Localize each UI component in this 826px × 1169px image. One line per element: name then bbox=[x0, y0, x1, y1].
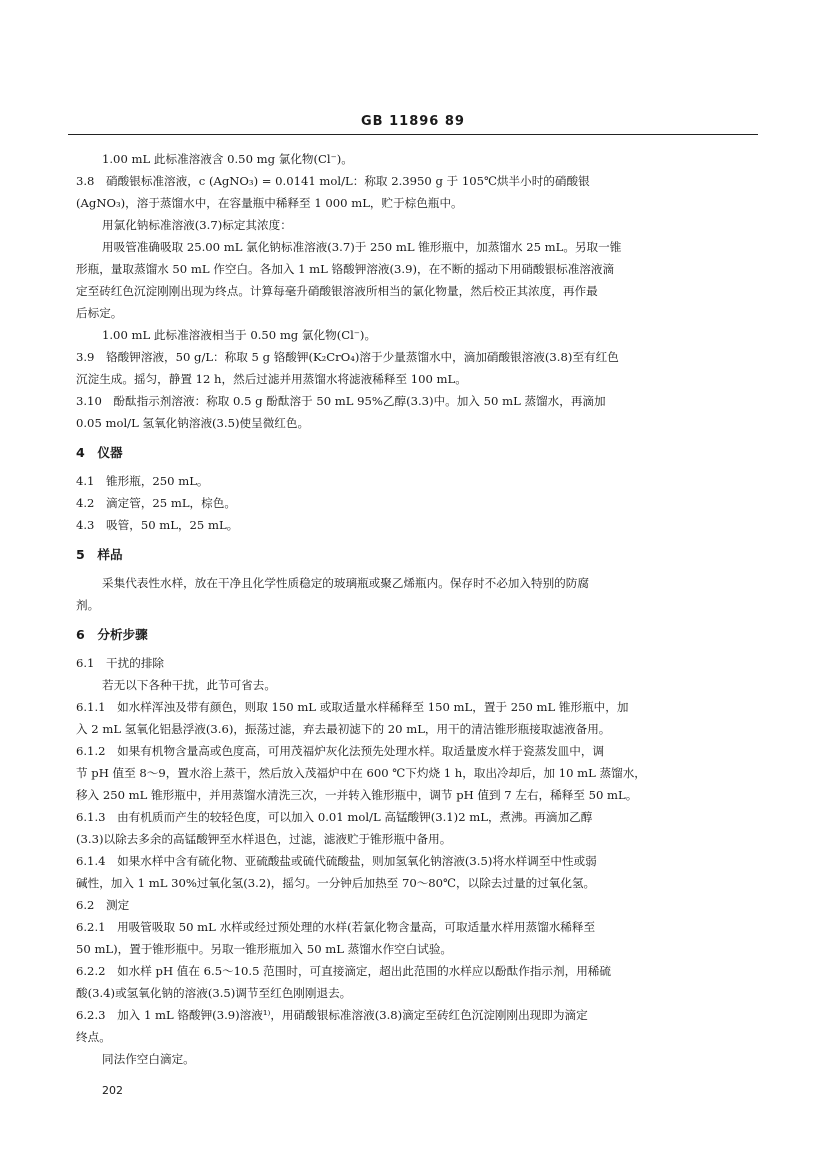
text-line: 后标定。 bbox=[76, 306, 123, 320]
text-line: 4.2 滴定管，25 mL，棕色。 bbox=[76, 496, 236, 510]
text-line: 4.3 吸管，50 mL，25 mL。 bbox=[76, 518, 239, 532]
text-line: 采集代表性水样，放在干净且化学性质稳定的玻璃瓶或聚乙烯瓶内。保存时不必加入特别的防腐 bbox=[102, 576, 589, 590]
text-line: 6.2.3 加入 1 mL 铬酸钾(3.9)溶液¹⁾，用硝酸银标准溶液(3.8)滴定至砖红色沉淀刚刚出现即为滴定 bbox=[76, 1008, 588, 1022]
text-line: 节 pH 值至 8～9，置水浴上蒸干，然后放入茂福炉中在 600 ℃下灼烧 1 h，取出冷却后，加 10 mL 蒸馏水， bbox=[76, 766, 646, 780]
header-rule bbox=[68, 134, 758, 135]
text-line: 6.1 干扰的排除 bbox=[76, 656, 165, 670]
text-line: (3.3)以除去多余的高锰酸钾至水样退色，过滤，滤液贮于锥形瓶中备用。 bbox=[76, 832, 452, 846]
text-line: 终点。 bbox=[76, 1030, 111, 1044]
text-line: 4.1 锥形瓶，250 mL。 bbox=[76, 474, 209, 488]
text-line: 6.2.1 用吸管吸取 50 mL 水样或经过预处理的水样(若氯化物含量高，可取适量水样用蒸馏水稀释至 bbox=[76, 920, 596, 934]
text-line: 3.8 硝酸银标准溶液，c (AgNO₃) = 0.0141 mol/L：称取 2.3950 g 于 105℃烘半小时的硝酸银 bbox=[76, 174, 590, 188]
text-line: 1.00 mL 此标准溶液相当于 0.50 mg 氯化物(Cl⁻)。 bbox=[102, 328, 377, 342]
text-line: 6.1.1 如水样浑浊及带有颜色，则取 150 mL 或取适量水样稀释至 150 mL，置于 250 mL 锥形瓶中，加 bbox=[76, 700, 629, 714]
section-heading: 4 仪器 bbox=[76, 445, 123, 460]
text-line: 若无以下各种干扰，此节可省去。 bbox=[102, 678, 276, 692]
document-body bbox=[76, 148, 736, 1070]
section-heading: 6 分析步骤 bbox=[76, 627, 148, 642]
text-line: 6.1.4 如果水样中含有硫化物、亚硫酸盐或硫代硫酸盐，则加氢氧化钠溶液(3.5)将水样调至中性或弱 bbox=[76, 854, 597, 868]
section-heading: 5 样品 bbox=[76, 547, 123, 562]
text-line: 3.9 铬酸钾溶液，50 g/L：称取 5 g 铬酸钾(K₂CrO₄)溶于少量蒸馏水中，滴加硝酸银溶液(3.8)至有红色 bbox=[76, 350, 619, 364]
text-line: 50 mL)，置于锥形瓶中。另取一锥形瓶加入 50 mL 蒸馏水作空白试验。 bbox=[76, 942, 453, 956]
text-line: 6.1.3 由有机质而产生的较轻色度，可以加入 0.01 mol/L 高锰酸钾(3.1)2 mL，煮沸。再滴加乙醇 bbox=[76, 810, 593, 824]
page-number: 202 bbox=[102, 1084, 123, 1097]
text-line: 用吸管准确吸取 25.00 mL 氯化钠标准溶液(3.7)于 250 mL 锥形瓶中，加蒸馏水 25 mL。另取一锥 bbox=[102, 240, 622, 254]
text-line: 同法作空白滴定。 bbox=[102, 1052, 195, 1066]
document-header: GB 11896 89 bbox=[361, 114, 465, 129]
text-line: 0.05 mol/L 氢氧化钠溶液(3.5)使呈微红色。 bbox=[76, 416, 310, 430]
text-line: 6.2.2 如水样 pH 值在 6.5～10.5 范围时，可直接滴定，超出此范围的水样应以酚酞作指示剂，用稀硫 bbox=[76, 964, 611, 978]
text-line: 1.00 mL 此标准溶液含 0.50 mg 氯化物(Cl⁻)。 bbox=[102, 152, 353, 166]
text-line: 6.2 测定 bbox=[76, 898, 130, 912]
text-line: 剂。 bbox=[76, 598, 100, 612]
text-line: 定至砖红色沉淀刚刚出现为终点。计算每毫升硝酸银溶液所相当的氯化物量，然后校正其浓度，再作最 bbox=[76, 284, 598, 298]
text-line: 碱性，加入 1 mL 30%过氧化氢(3.2)，摇匀。一分钟后加热至 70～80℃，以除去过量的过氧化氢。 bbox=[76, 876, 596, 890]
text-line: 用氯化钠标准溶液(3.7)标定其浓度： bbox=[102, 218, 292, 232]
text-line: 移入 250 mL 锥形瓶中，并用蒸馏水清洗三次，一并转入锥形瓶中，调节 pH 值到 7 左右，稀释至 50 mL。 bbox=[76, 788, 638, 802]
text-line: 形瓶，量取蒸馏水 50 mL 作空白。各加入 1 mL 铬酸钾溶液(3.9)，在不断的摇动下用硝酸银标准溶液滴 bbox=[76, 262, 615, 276]
text-line: (AgNO₃)，溶于蒸馏水中，在容量瓶中稀释至 1 000 mL，贮于棕色瓶中。 bbox=[76, 196, 463, 210]
text-line: 酸(3.4)或氢氧化钠的溶液(3.5)调节至红色刚刚退去。 bbox=[76, 986, 352, 1000]
text-line: 3.10 酚酞指示剂溶液：称取 0.5 g 酚酞溶于 50 mL 95%乙醇(3.3)中。加入 50 mL 蒸馏水，再滴加 bbox=[76, 394, 606, 408]
text-line: 沉淀生成。摇匀，静置 12 h，然后过滤并用蒸馏水将滤液稀释至 100 mL。 bbox=[76, 372, 467, 386]
text-line: 6.1.2 如果有机物含量高或色度高，可用茂福炉灰化法预先处理水样。取适量废水样于瓷蒸发皿中，调 bbox=[76, 744, 605, 758]
text-line: 入 2 mL 氢氧化铝悬浮液(3.6)，振荡过滤，弃去最初滤下的 20 mL，用干的清洁锥形瓶接取滤液备用。 bbox=[76, 722, 611, 736]
